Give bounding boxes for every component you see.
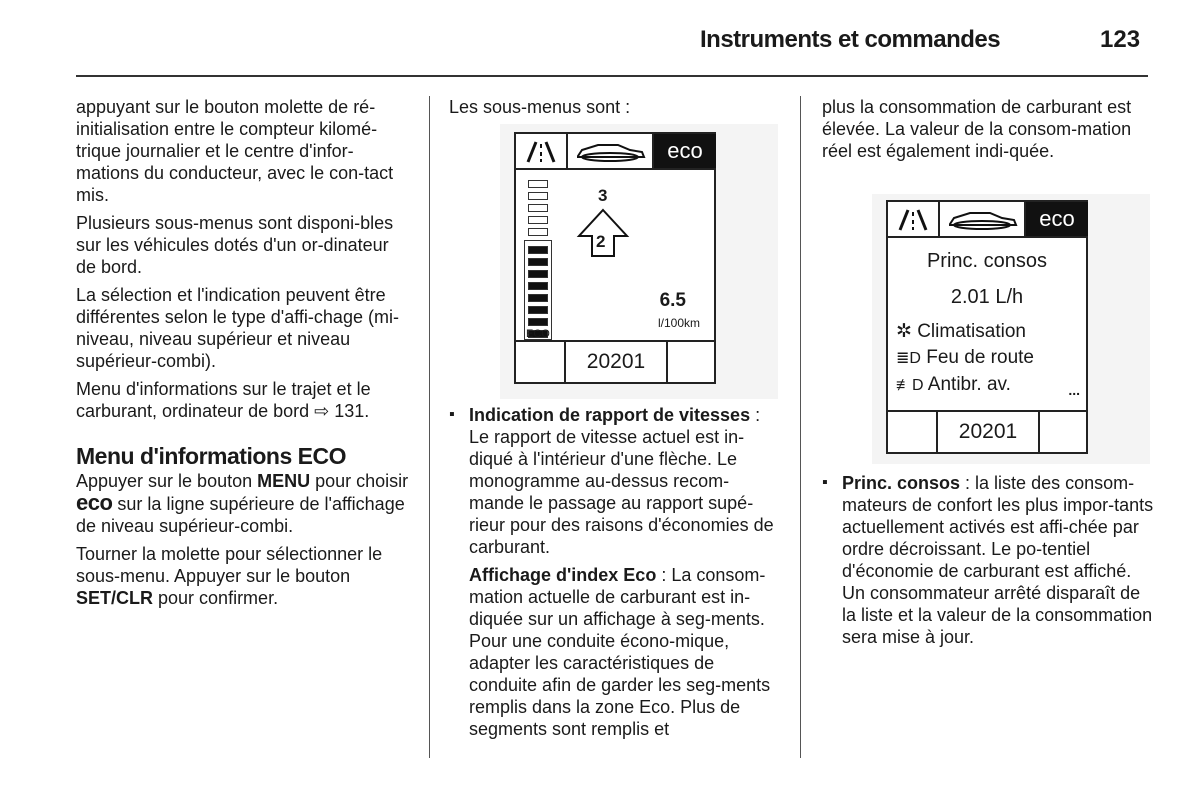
road-icon [516, 134, 566, 168]
header-rule [76, 75, 1148, 77]
bullet-text: : Le rapport de vitesse actuel est in-diqué à l'intérieur d'une flèche. Le monogramme au-dessus recom-mande le passage au rapport supé-rieur pour des raisons d'économies de carburant. [469, 405, 774, 557]
road-icon [888, 202, 938, 236]
text: Appuyer sur le bouton [76, 471, 258, 491]
bullet-gear-indication [449, 404, 781, 558]
submenus-intro: Les sous-menus sont : [449, 97, 631, 117]
paragraph-eco-index [449, 564, 781, 740]
consos-display-screen [886, 200, 1088, 454]
column-2-body [449, 404, 781, 746]
segment [528, 204, 548, 212]
segment [528, 294, 548, 302]
page-header-title: Instruments et commandes [700, 26, 1001, 53]
subheading-text: : La consom-mation actuelle de carburant est in-diquée sur un affichage à seg-ments. Pour une conduite écono-mique, adapter les caractéristiques de conduite afin de garder les seg-ments remplis dans la zone Eco. Plus de segments sont remplis et [469, 565, 771, 739]
display-tabbar [888, 202, 1086, 238]
column-divider-left [429, 96, 430, 758]
set-clr-button-label: SET/CLR [76, 588, 154, 608]
display-bottombar [516, 340, 714, 382]
column-3-body [822, 472, 1154, 654]
eco-display-screen [514, 132, 716, 384]
segment [528, 306, 548, 314]
consumer-item [896, 347, 1034, 369]
bullet-title: Princ. consos [842, 473, 961, 493]
text: sur la ligne supérieure de l'affichage de niveau supérieur-combi. [76, 494, 405, 536]
vehicle-tab [940, 202, 1026, 236]
odometer: 20201 [586, 350, 646, 373]
segment [528, 282, 548, 290]
segment [528, 228, 548, 236]
paragraph-submenus: Plusieurs sous-menus sont disponi-bles sur les véhicules dotés d'un or-dinateur de bord. [76, 213, 394, 277]
paragraph-reset-button: appuyant sur le bouton molette de ré-initialisation entre le compteur kilomé-trique journalier et le centre d'infor-mations du conducteur, avec le con-tact mis. [76, 97, 394, 205]
consos-value: 2.01 L/h [950, 286, 1024, 308]
segment [528, 216, 548, 224]
consumer-label: Antibr. av. [927, 374, 1011, 395]
segment [528, 258, 548, 266]
road-tab [516, 134, 568, 168]
more-indicator: ... [1068, 382, 1080, 398]
eco-zone-label: ECO [526, 328, 550, 340]
odometer: 20201 [958, 420, 1018, 443]
consumer-label: Climatisation [917, 321, 1026, 342]
text: pour confirmer. [153, 588, 279, 608]
bullet-princ-consos [822, 472, 1154, 648]
vehicle-tab [568, 134, 654, 168]
menu-button-label: MENU [257, 471, 311, 491]
consumer-item [896, 320, 1026, 343]
column-3 [822, 96, 1154, 168]
car-icon [568, 134, 652, 168]
subheading: Affichage d'index Eco [469, 565, 657, 585]
paragraph-trip-menu: Menu d'informations sur le trajet et le carburant, ordinateur de bord ⇨ 131. [76, 379, 371, 421]
consos-title: Princ. consos [926, 250, 1048, 272]
column-2 [449, 96, 781, 124]
car-icon [940, 202, 1024, 236]
bottom-cell-left [888, 412, 938, 452]
eco-label: eco [76, 490, 113, 515]
climate-icon: ✲ [896, 321, 912, 342]
eco-index-bar [516, 170, 560, 346]
bottom-cell-right [1038, 412, 1088, 452]
consumer-label: Feu de route [926, 347, 1034, 368]
text: Tourner la molette pour sélectionner le sous-menu. Appuyer sur le bouton [76, 544, 383, 586]
consumption-unit: l/100km [657, 316, 700, 330]
text: pour choisir [310, 471, 409, 491]
consumption-value: 6.5 [659, 290, 686, 311]
display-bottombar [888, 410, 1086, 452]
page-number: 123 [1100, 26, 1141, 53]
eco-display-figure [500, 124, 778, 399]
high-beam-icon: ≣D [896, 350, 921, 367]
road-tab [888, 202, 940, 236]
paragraph-menu-button [76, 470, 410, 537]
bullet-text: : la liste des consom-mateurs de confort les plus impor-tants actuellement activés est affi-chée par ordre décroissant. Le po-tentiel d'économie de carburant est affiché. Un consommateur arrêté disparaît de la liste et la valeur de la consommation sera mise à jour. [842, 473, 1154, 647]
fog-light-icon: ≢D [896, 377, 924, 394]
segment [528, 318, 548, 326]
segment [528, 246, 548, 254]
paragraph-display-types: La sélection et l'indication peuvent être différentes selon le type d'affi-chage (mi-niveau, niveau supérieur et niveau supérieur-combi). [76, 285, 399, 371]
segment [528, 270, 548, 278]
paragraph-consumption: plus la consommation de carburant est élevée. La valeur de la consom-mation réel est également indi-quée. [822, 97, 1132, 161]
column-1 [76, 96, 410, 615]
column-divider-right [800, 96, 801, 758]
segment [528, 180, 548, 188]
consos-display-figure [872, 194, 1150, 464]
display-tabbar [516, 134, 714, 170]
recommended-gear: 3 [598, 186, 608, 205]
eco-tab: eco [654, 134, 716, 168]
current-gear: 2 [596, 232, 606, 251]
section-heading-eco: Menu d'informations ECO [76, 443, 346, 469]
bottom-cell-left [516, 342, 566, 382]
paragraph-select-submenu [76, 543, 410, 609]
bottom-cell-right [666, 342, 716, 382]
segment [528, 192, 548, 200]
eco-tab: eco [1026, 202, 1088, 236]
bullet-title: Indication de rapport de vitesses [469, 405, 751, 425]
consumer-item [896, 374, 1011, 396]
